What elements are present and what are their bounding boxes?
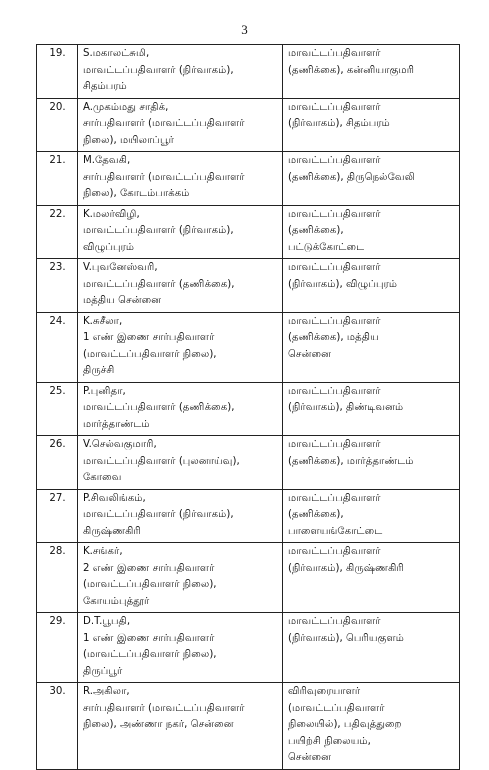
officer-line: V.செல்வகுமாரி,	[83, 439, 157, 450]
serial-number: 28.	[37, 543, 78, 613]
officer-current-post	[78, 98, 283, 152]
officer-line: 1 எண் இணை சார்பதிவாளர்	[83, 632, 215, 644]
officer-line: K.மலர்விழி,	[83, 208, 140, 220]
officer-current-post	[78, 382, 283, 436]
posting-line: (தணிக்கை),	[288, 509, 344, 520]
posting-line: பாளையங்கோட்டை	[288, 525, 383, 537]
posting-line: மாவட்டப்பதிவாளர்	[288, 492, 381, 504]
officer-line: கோவை	[83, 472, 122, 483]
table-row	[37, 489, 460, 543]
table-row	[37, 205, 460, 259]
officer-line: (மாவட்டப்பதிவாளர் நிலை),	[83, 348, 217, 360]
officer-line: (மாவட்டப்பதிவாளர் நிலை),	[83, 579, 217, 590]
new-posting	[283, 683, 460, 770]
posting-line: (நிர்வாகம்), திண்டிவனம்	[288, 402, 404, 413]
new-posting	[283, 613, 460, 683]
serial-number: 24.	[37, 312, 78, 382]
officer-current-post	[78, 436, 283, 490]
officer-line: மார்த்தாண்டம்	[83, 418, 150, 430]
officer-line: திருப்பூர்	[83, 665, 123, 677]
posting-line: சென்னை	[288, 752, 331, 763]
new-posting	[283, 205, 460, 259]
officer-line: நிலை), அண்ணா நகர், சென்னை	[83, 719, 234, 730]
officer-line: விழுப்புரம்	[83, 241, 135, 253]
officer-line: M.தேவகி,	[83, 155, 131, 166]
officer-current-post	[78, 683, 283, 770]
officer-line: மாவட்டப்பதிவாளர் (நிர்வாகம்),	[83, 64, 234, 76]
officer-current-post	[78, 259, 283, 313]
officer-line: P.சிவலிங்கம்,	[83, 492, 146, 504]
new-posting	[283, 489, 460, 543]
officer-current-post	[78, 45, 283, 99]
officer-line: D.T.பூபதி,	[83, 616, 131, 627]
posting-line: மாவட்டப்பதிவாளர்	[288, 101, 381, 113]
posting-line: (தணிக்கை), மத்திய	[288, 332, 379, 343]
transfer-table	[36, 44, 460, 770]
officer-line: சார்பதிவாளர் (மாவட்டப்பதிவாளர்	[83, 118, 245, 129]
posting-line: (நிர்வாகம்), பெரியகுளம்	[288, 632, 404, 644]
posting-line: மாவட்டப்பதிவாளர்	[288, 208, 381, 220]
new-posting	[283, 436, 460, 490]
page-number: 3	[241, 22, 248, 37]
posting-line: (நிர்வாகம்), கிருஷ்ணகிரி	[288, 562, 404, 574]
officer-line: K.சுசீலா,	[83, 315, 123, 327]
new-posting	[283, 152, 460, 206]
table-row	[37, 683, 460, 770]
posting-line: (தணிக்கை), திருநெல்வேலி	[288, 171, 415, 183]
posting-line: மாவட்டப்பதிவாளர்	[288, 439, 381, 450]
officer-line: சிதம்பரம்	[83, 81, 127, 92]
table-row	[37, 543, 460, 613]
officer-line: கோயம்புத்தூர்	[83, 595, 150, 607]
posting-line: (மாவட்டப்பதிவாளர்	[288, 702, 385, 714]
posting-line: மாவட்டப்பதிவாளர்	[288, 546, 381, 557]
table-row	[37, 312, 460, 382]
officer-line: சார்பதிவாளர் (மாவட்டப்பதிவாளர்	[83, 702, 245, 714]
posting-line: நிலையில்), பதிவுத்துறை	[288, 719, 402, 730]
serial-number: 20.	[37, 98, 78, 152]
table-row	[37, 613, 460, 683]
officer-line: நிலை), கோடம்பாக்கம்	[83, 188, 190, 199]
officer-line: S.மகாலட்சுமி,	[83, 48, 150, 59]
officer-line: 1 எண் இணை சார்பதிவாளர்	[83, 332, 215, 343]
serial-number: 21.	[37, 152, 78, 206]
officer-current-post	[78, 543, 283, 613]
table-row	[37, 98, 460, 152]
table-row	[37, 382, 460, 436]
posting-line: மாவட்டப்பதிவாளர்	[288, 262, 381, 273]
officer-line: V.புவனேஸ்வரி,	[83, 262, 158, 273]
officer-line: கிருஷ்ணகிரி	[83, 525, 141, 537]
new-posting	[283, 382, 460, 436]
serial-number: 29.	[37, 613, 78, 683]
officer-line: P.புனிதா,	[83, 385, 126, 397]
officer-line: மாவட்டப்பதிவாளர் (தணிக்கை),	[83, 278, 235, 290]
officer-line: மாவட்டப்பதிவாளர் (தணிக்கை),	[83, 402, 235, 413]
posting-line: மாவட்டப்பதிவாளர்	[288, 155, 381, 166]
table-row	[37, 45, 460, 99]
officer-line: R.அகிலா,	[83, 686, 130, 697]
officer-line: திருச்சி	[83, 365, 115, 376]
table-row	[37, 259, 460, 313]
serial-number: 19.	[37, 45, 78, 99]
serial-number: 22.	[37, 205, 78, 259]
serial-number: 25.	[37, 382, 78, 436]
posting-line: (தணிக்கை), மார்த்தாண்டம்	[288, 455, 414, 467]
serial-number: 30.	[37, 683, 78, 770]
officer-line: A.முகம்மது சாதிக்,	[83, 101, 169, 113]
table-row	[37, 152, 460, 206]
officer-line: மாவட்டப்பதிவாளர் (நிர்வாகம்),	[83, 225, 234, 236]
table-row	[37, 436, 460, 490]
officer-line: 2 எண் இணை சார்பதிவாளர்	[83, 562, 215, 574]
posting-line: மாவட்டப்பதிவாளர்	[288, 315, 381, 327]
officer-line: மாவட்டப்பதிவாளர் (புலனாய்வு),	[83, 455, 240, 467]
posting-line: பயிற்சி நிலையம்,	[288, 735, 371, 747]
new-posting	[283, 98, 460, 152]
posting-line: மாவட்டப்பதிவாளர்	[288, 616, 381, 627]
posting-line: (தணிக்கை), கன்னியாகுமரி	[288, 64, 415, 76]
posting-line: (நிர்வாகம்), விழுப்புரம்	[288, 278, 398, 290]
table-body	[37, 45, 460, 770]
officer-current-post	[78, 613, 283, 683]
officer-line: சார்பதிவாளர் (மாவட்டப்பதிவாளர்	[83, 171, 245, 183]
new-posting	[283, 312, 460, 382]
new-posting	[283, 543, 460, 613]
officer-current-post	[78, 489, 283, 543]
posting-line: சென்னை	[288, 348, 331, 360]
serial-number: 26.	[37, 436, 78, 490]
officer-current-post	[78, 152, 283, 206]
officer-line: (மாவட்டப்பதிவாளர் நிலை),	[83, 649, 217, 660]
new-posting	[283, 45, 460, 99]
serial-number: 23.	[37, 259, 78, 313]
officer-line: நிலை), மயிலாப்பூர்	[83, 134, 174, 146]
posting-line: (தணிக்கை),	[288, 225, 344, 236]
posting-line: மாவட்டப்பதிவாளர்	[288, 48, 381, 59]
officer-line: மத்திய சென்னை	[83, 295, 162, 306]
officer-current-post	[78, 205, 283, 259]
posting-line: பட்டுக்கோட்டை	[288, 241, 365, 253]
new-posting	[283, 259, 460, 313]
posting-line: மாவட்டப்பதிவாளர்	[288, 385, 381, 397]
posting-line: (நிர்வாகம்), சிதம்பரம்	[288, 118, 390, 129]
officer-line: மாவட்டப்பதிவாளர் (நிர்வாகம்),	[83, 509, 234, 520]
serial-number: 27.	[37, 489, 78, 543]
posting-line: விரிவுரையாளர்	[288, 686, 361, 697]
officer-line: K.சங்கர்,	[83, 546, 123, 557]
officer-current-post	[78, 312, 283, 382]
